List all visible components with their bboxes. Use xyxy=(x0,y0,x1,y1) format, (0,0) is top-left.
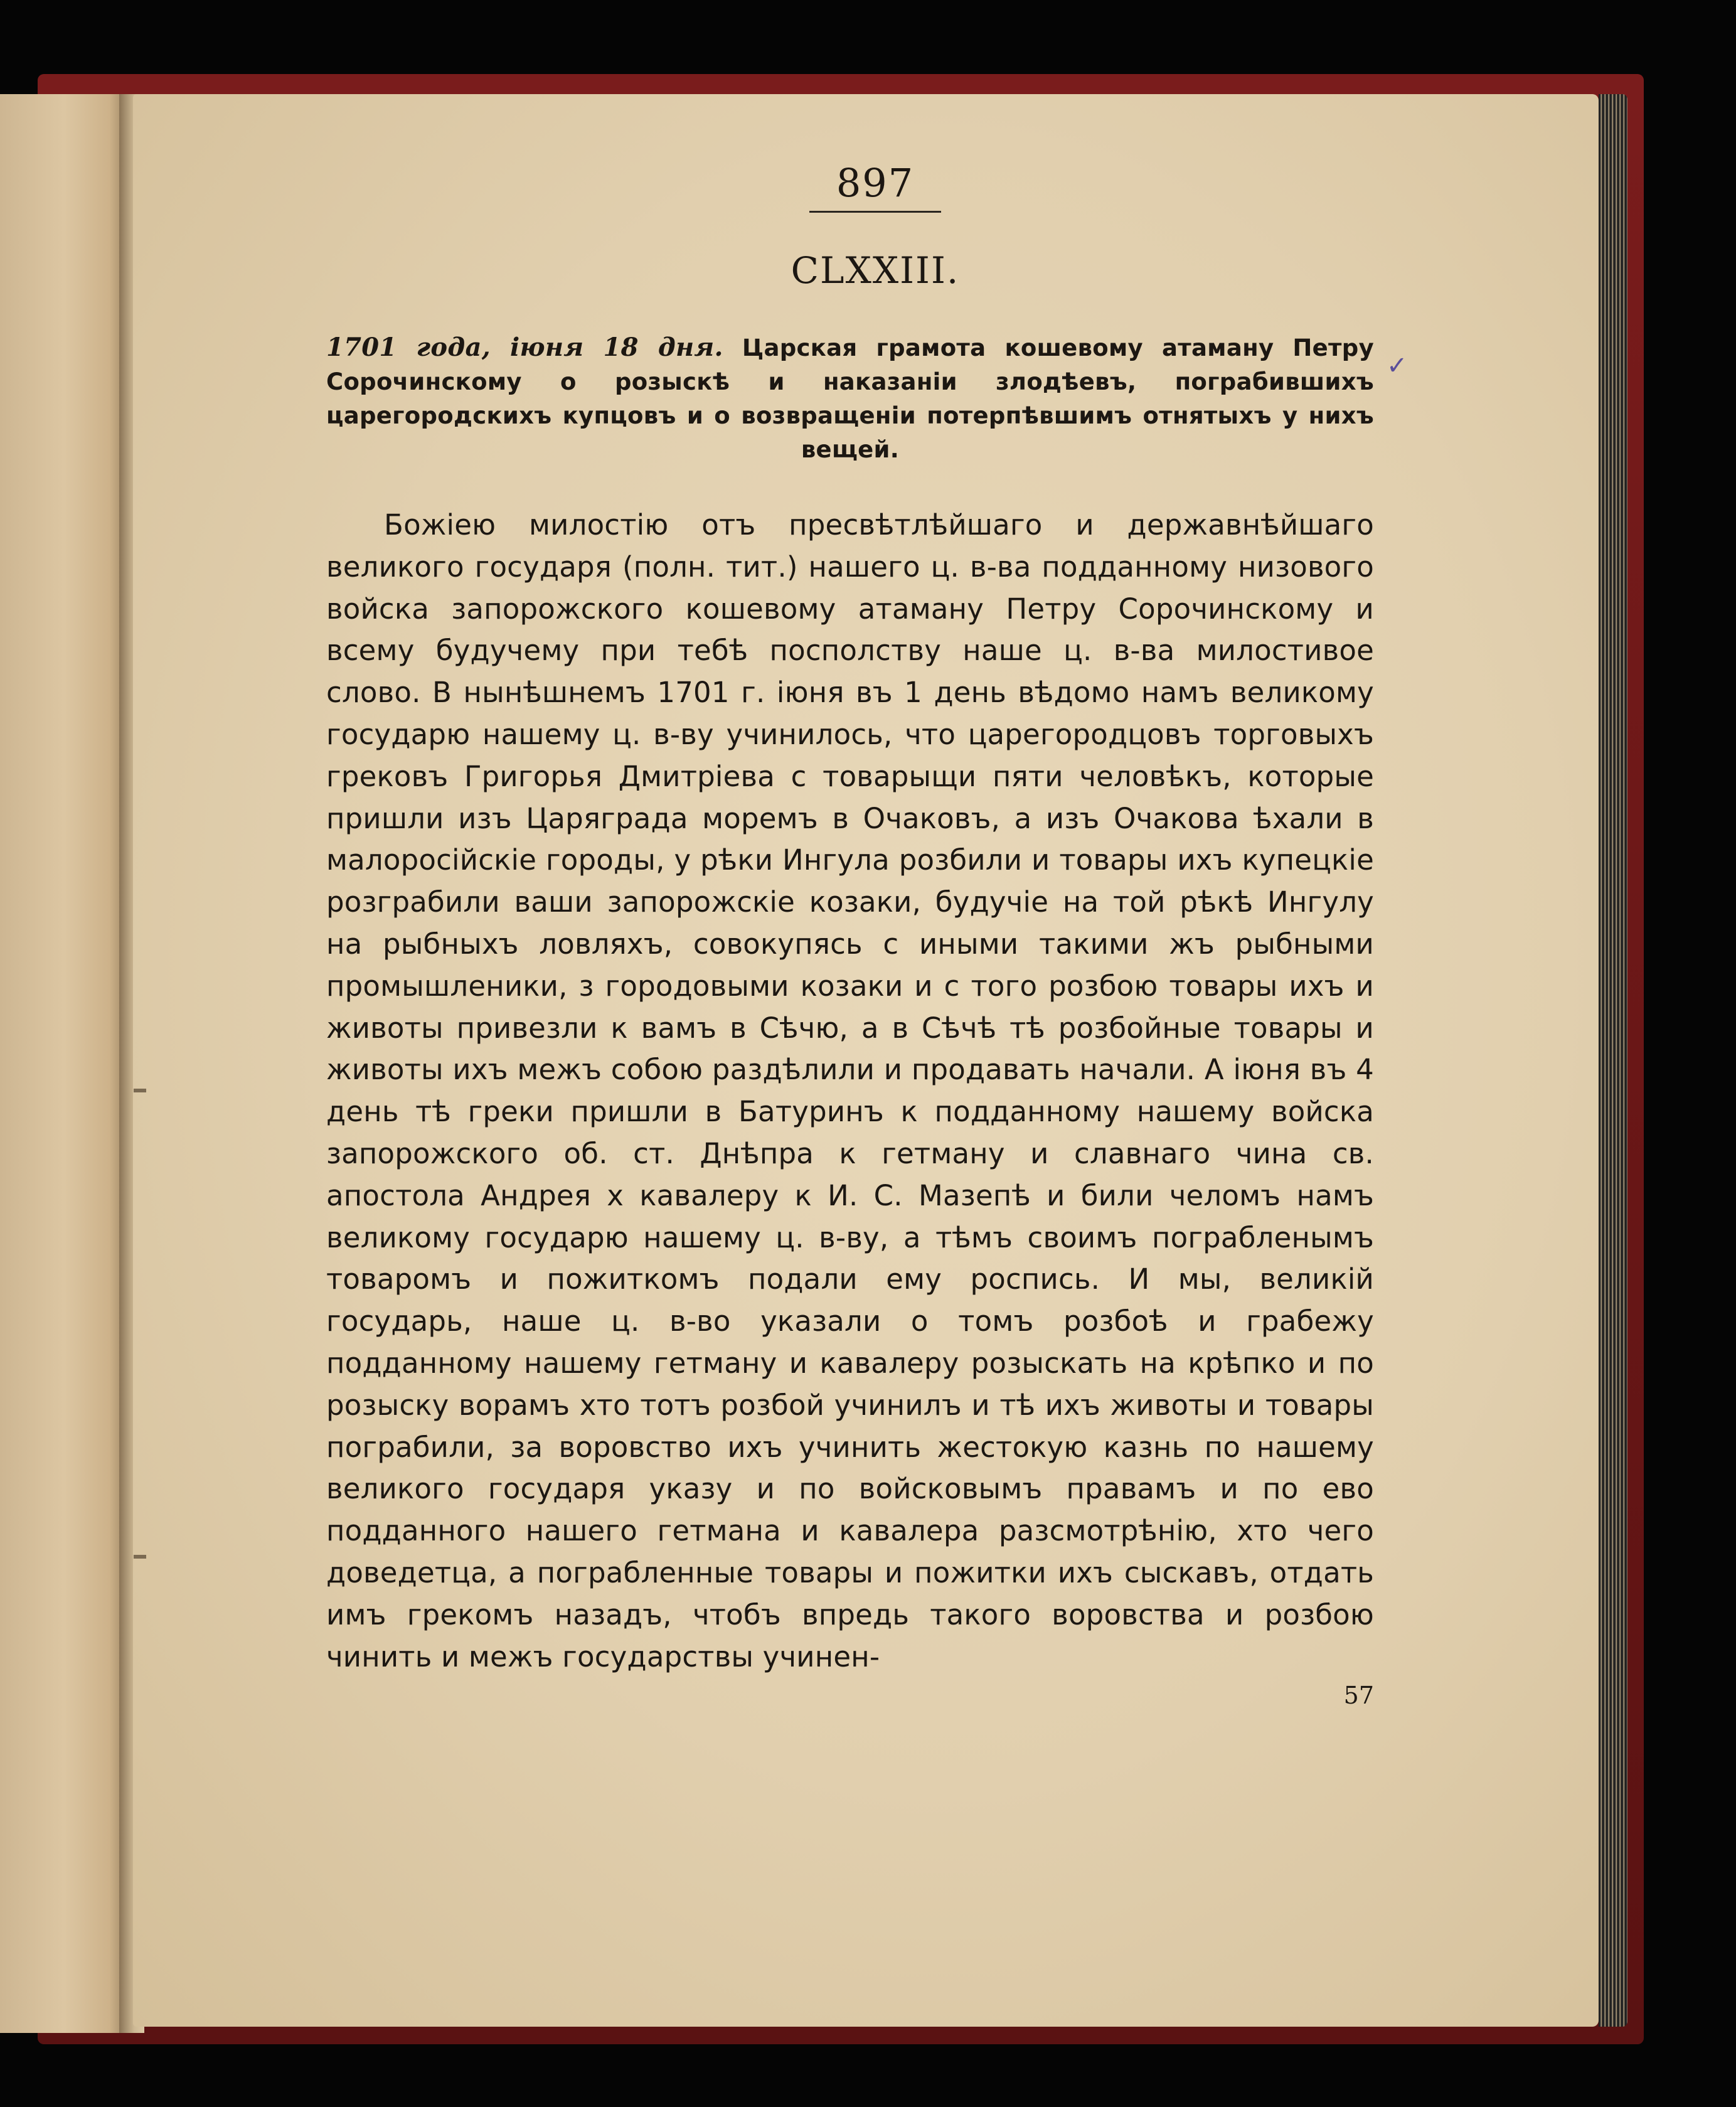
document-number: CLXXIII. xyxy=(791,249,960,292)
document-heading xyxy=(326,331,1374,467)
page-content xyxy=(326,125,1374,1709)
page-stack-edge xyxy=(1599,94,1627,2027)
margin-tick xyxy=(134,1089,146,1092)
heading-date: 1701 года, іюня 18 дня. xyxy=(326,333,723,362)
signature-mark: 57 xyxy=(1343,1682,1374,1710)
body-text: Божіею милостію отъ пресвѣтлѣйшаго и державнѣйшаго великого государя (полн. тит.) нашего ц. в-ва подданному низового войска запорожского кошевому атаману Петру Сорочинскому и всему будучему при тебѣ посполству наше ц. в-ва милостивое слово. В нынѣшнемъ 1701 г. іюня въ 1 день вѣдомо намъ великому государю нашему ц. в-ву учинилось, что царегородцовъ торговыхъ грековъ Григорья Дмитріева с товарыщи пяти человѣкъ, которые пришли изъ Царяграда моремъ в Очаковъ, а изъ Очакова ѣхали в малоросійскіе городы, у рѣки Ингула розбили и товары ихъ купецкіе розграбили ваши запорожскіе козаки, будучіе на той рѣкѣ Ингулу на рыбныхъ ловляхъ, совокупясь с иными такими жъ рыбными промышленики, з городовыми козаки и с того розбою товары ихъ и животы привезли к вамъ в Сѣчю, а в Сѣчѣ тѣ розбойные товары и животы ихъ межъ собою раздѣлили и продавать начали. А іюня въ 4 день тѣ греки пришли в Батуринъ к подданному нашему войска запорожского об. ст. Днѣпра к гетману и славнаго чина св. апостола Андрея х кавалеру к И. С. Мазепѣ и били челомъ намъ великому государю нашему ц. в-ву, а тѣмъ своимъ пограбленымъ товаромъ и пожиткомъ подали ему роспись. И мы, великій государь, наше ц. в-во указали о томъ розбоѣ и грабежу подданному нашему гетману и кавалеру розыскать на крѣпко и по розыску ворамъ хто тотъ розбой учинилъ и тѣ ихъ животы и товары пограбили, за воровство ихъ учинить жестокую казнь по нашему великого государя указу и по войсковымъ правамъ и по ево подданного нашего гетмана и кавалера разсмотрѣнію, хто чего доведетца, а пограбленные товары и пожитки ихъ сыскавъ, отдать имъ грекомъ назадъ, чтобъ впредь такого воровства и розбою чинить и межъ государствы учинен- xyxy=(326,508,1374,1673)
page-number: 897 xyxy=(809,158,941,213)
margin-tick xyxy=(134,1555,146,1559)
pencil-check-mark: ✓ xyxy=(1387,351,1408,380)
facing-page-edge xyxy=(0,94,129,2033)
heading-text: Царская грамота кошевому атаману Петру Сорочинскому о розыскѣ и наказаніи злодѣевъ, пограбившихъ царегородскихъ купцовъ и о возвращеніи потерпѣвшимъ отнятыхъ у нихъ вещей. xyxy=(326,334,1374,463)
